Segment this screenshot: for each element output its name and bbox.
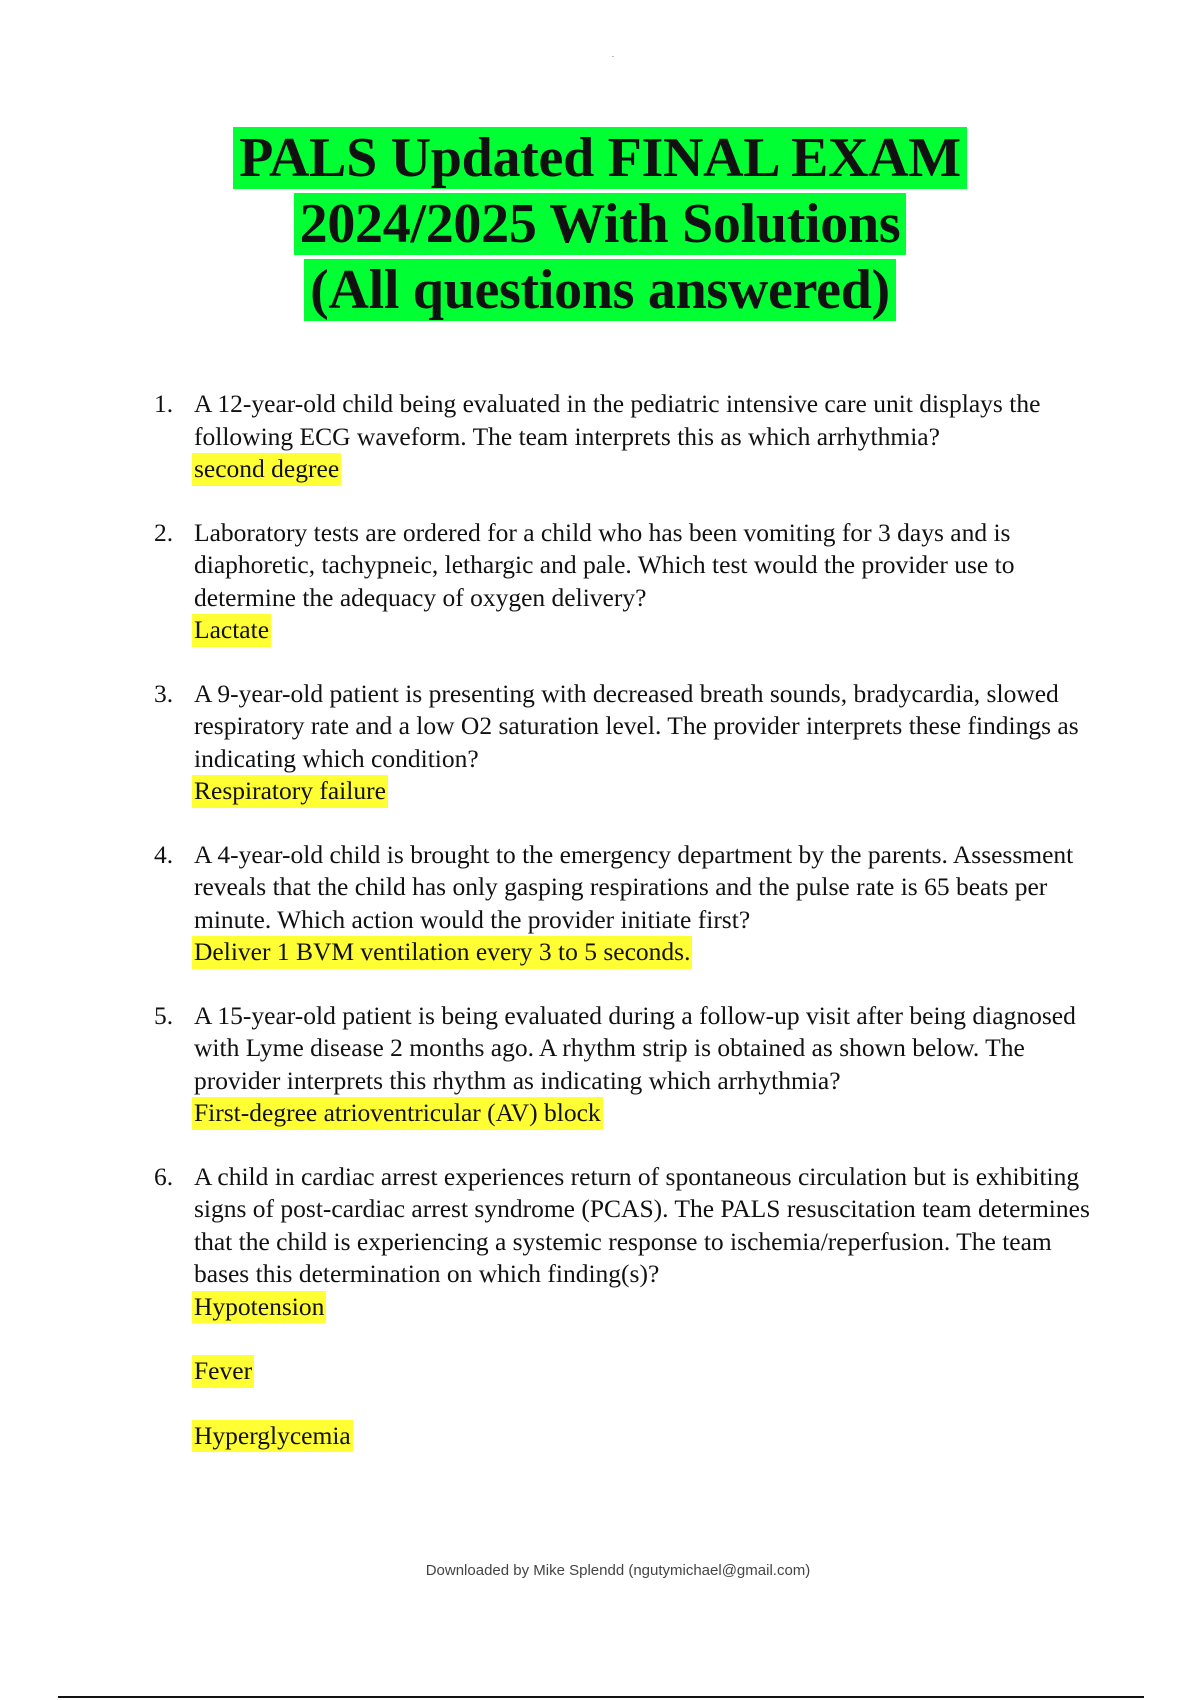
title-line-3 (0, 258, 1200, 322)
answer-highlight: Lactate (192, 614, 271, 647)
title-line-2 (0, 192, 1200, 256)
title-text-1: PALS Updated FINAL EXAM (233, 127, 967, 189)
question-text: A 12-year-old child being evaluated in the pediatric intensive care unit displays the following ECG waveform. The team interprets this as which arrhythmia? (194, 389, 1041, 451)
question-text: A 9-year-old patient is presenting with decreased breath sounds, bradycardia, slowed respiratory rate and a low O2 saturation level. The provider interprets these findings as indicating which condition? (194, 678, 1079, 773)
question-text: A 15-year-old patient is being evaluated during a follow-up visit after being diagnosed with Lyme disease 2 months ago. A rhythm strip is obtained as shown below. The provider interprets this rhythm as indicating which arrhythmia? (194, 1000, 1076, 1095)
question-item-2 (154, 517, 1094, 647)
question-number: 2. (154, 517, 174, 547)
question-number: 4. (154, 839, 174, 869)
question-item-5 (154, 1000, 1094, 1130)
page-speck (612, 56, 614, 57)
question-item-1 (154, 388, 1094, 486)
answer-highlight: second degree (192, 453, 341, 486)
question-number: 3. (154, 678, 174, 708)
title-text-3: (All questions answered) (304, 259, 896, 321)
answer-highlight: Deliver 1 BVM ventilation every 3 to 5 seconds. (192, 936, 692, 969)
download-footer: Downloaded by Mike Splendd (ngutymichael@gmail.com) (425, 1562, 811, 1579)
question-list (154, 388, 1094, 1483)
question-text: A child in cardiac arrest experiences return of spontaneous circulation but is exhibiting signs of post-cardiac arrest syndrome (PCAS). The PALS resuscitation team determines that the child is experiencing a systemic response to ischemia/reperfusion. The team bases this determination on which finding(s)? (194, 1161, 1090, 1288)
bottom-divider (58, 1696, 1144, 1698)
answer-highlight: Respiratory failure (192, 775, 388, 808)
document-title (0, 126, 1200, 324)
question-number: 6. (154, 1161, 174, 1191)
answer-row (194, 1420, 1094, 1453)
answer-highlight: Hypotension (192, 1291, 326, 1324)
answer-highlight: First-degree atrioventricular (AV) block (192, 1097, 603, 1130)
question-number: 1. (154, 389, 174, 418)
question-item-6 (154, 1161, 1094, 1453)
title-text-2: 2024/2025 With Solutions (294, 193, 907, 255)
question-text: Laboratory tests are ordered for a child who has been vomiting for 3 days and is diaphoretic, tachypneic, lethargic and pale. Which test would the provider use to determine the adequacy of oxygen delivery? (194, 517, 1015, 612)
question-item-4 (154, 839, 1094, 969)
answer-highlight: Fever (192, 1355, 254, 1388)
question-text: A 4-year-old child is brought to the emergency department by the parents. Assessment reveals that the child has only gasping respirations and the pulse rate is 65 beats per minute. Which action would the provider initiate first? (194, 839, 1074, 934)
answer-row (194, 1355, 1094, 1388)
title-line-1 (0, 126, 1200, 190)
question-item-3 (154, 678, 1094, 808)
question-number: 5. (154, 1000, 174, 1030)
answer-highlight: Hyperglycemia (192, 1420, 353, 1453)
